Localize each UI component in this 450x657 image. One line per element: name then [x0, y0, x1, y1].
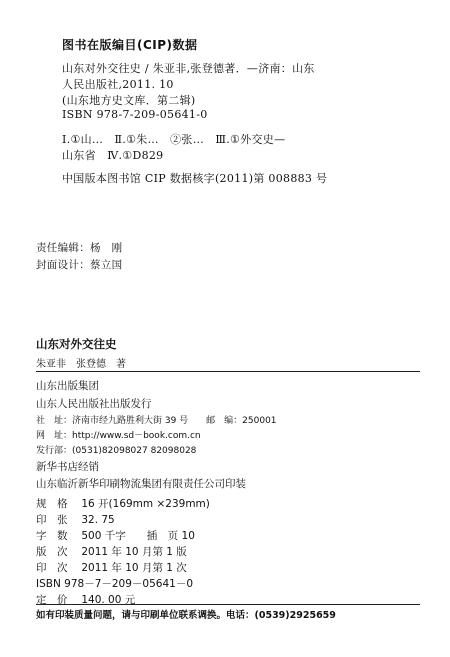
spec-label: 规 格	[36, 498, 68, 510]
spec-row	[36, 528, 195, 543]
publisher-phone: 发行部：(0531)82098027 82098028	[36, 446, 197, 456]
cip-classification-line-1: Ⅰ.①山… Ⅱ.①朱… ②张… Ⅲ.①外交史—	[62, 133, 286, 146]
spec-row	[36, 496, 210, 511]
spec-value: 32. 75	[81, 514, 115, 526]
cip-heading: 图书在版编目(CIP)数据	[62, 38, 198, 52]
spec-label: 字 数	[36, 530, 68, 542]
spec-value: 2011 年 10 月第 1 版	[81, 546, 187, 558]
distributor: 新华书店经销	[36, 461, 99, 473]
cip-entry-line-2: 人民出版社,2011. 10	[62, 78, 174, 91]
isbn-bottom: ISBN 978－7－209－05641－0	[36, 578, 194, 590]
spec-label: 版 次	[36, 546, 68, 558]
cover-design-credit: 封面设计：蔡立国	[36, 259, 123, 271]
printer: 山东临沂新华印刷物流集团有限责任公司印装	[36, 478, 246, 490]
title-rule	[36, 371, 420, 372]
price-label: 定 价	[36, 594, 68, 606]
spec-row	[36, 560, 187, 575]
spec-label: 印 次	[36, 562, 68, 574]
cip-number: 中国版本图书馆 CIP 数据核字(2011)第 008883 号	[62, 172, 328, 185]
price-value: 140. 00 元	[81, 594, 136, 606]
publisher-website: 网 址：http://www.sd－book.com.cn	[36, 431, 201, 441]
editor-credit: 责任编辑：杨 刚	[36, 242, 123, 254]
spec-value: 500 千字 插 页 10	[81, 530, 195, 542]
cip-entry-line-1: 山东对外交往史 / 朱亚非,张登德著．—济南：山东	[62, 62, 315, 75]
spec-row	[36, 544, 187, 559]
book-authors: 朱亚非 张登德 著	[36, 359, 126, 370]
spec-row	[36, 512, 115, 527]
cip-classification-line-2: 山东省 Ⅳ.①D829	[62, 149, 164, 162]
cip-isbn: ISBN 978-7-209-05641-0	[62, 108, 208, 121]
spec-value: 2011 年 10 月第 1 次	[81, 562, 187, 574]
cip-series: (山东地方史文库．第二辑)	[62, 94, 196, 107]
print-quality-notice: 如有印装质量问题，请与印刷单位联系调换。电话：(0539)2925659	[36, 610, 336, 621]
book-title: 山东对外交往史	[36, 337, 117, 351]
publisher-issuer: 山东人民出版社出版发行	[36, 398, 152, 410]
spec-value: 16 开(169mm ×239mm)	[81, 498, 210, 510]
publisher-group: 山东出版集团	[36, 380, 99, 392]
publisher-address: 社 址：济南市经九路胜利大街 39 号 邮 编：250001	[36, 416, 277, 426]
spec-label: 印 张	[36, 514, 68, 526]
notice-rule	[36, 604, 420, 605]
